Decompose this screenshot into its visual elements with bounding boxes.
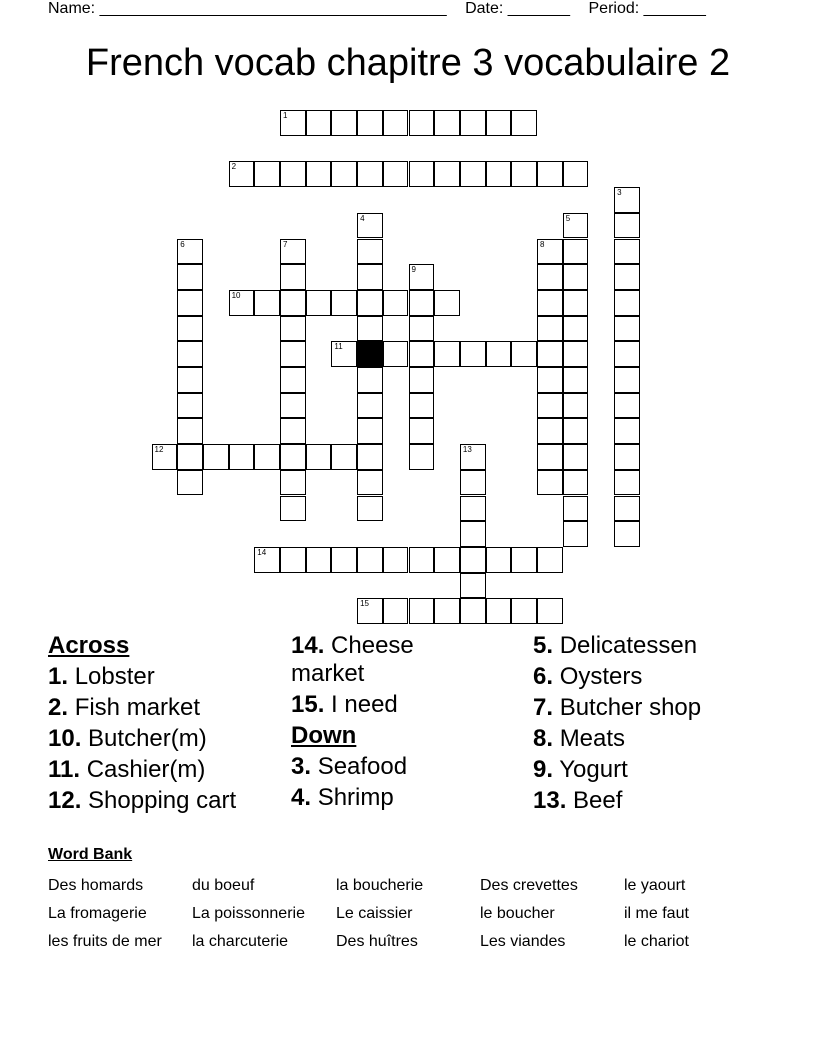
crossword-cell[interactable] xyxy=(357,393,383,419)
clues-column-3 xyxy=(533,630,701,816)
word-bank-item: La fromagerie xyxy=(48,905,147,922)
down-clue: 8. Meats xyxy=(533,725,626,752)
crossword-cell[interactable] xyxy=(537,341,563,367)
crossword-cell[interactable] xyxy=(331,290,357,316)
crossword-cell[interactable] xyxy=(511,341,537,367)
crossword-cell[interactable] xyxy=(280,470,306,496)
crossword-cell[interactable] xyxy=(563,341,589,367)
crossword-cell[interactable] xyxy=(280,290,306,316)
crossword-cell[interactable] xyxy=(511,110,537,136)
crossword-cell[interactable] xyxy=(460,470,486,496)
across-heading: Across xyxy=(48,632,130,659)
down-clue: 9. Yogurt xyxy=(533,756,628,783)
crossword-cell[interactable] xyxy=(434,341,460,367)
crossword-cell[interactable] xyxy=(409,316,435,342)
crossword-cell[interactable] xyxy=(563,290,589,316)
crossword-cell[interactable] xyxy=(357,496,383,522)
crossword-cell[interactable] xyxy=(177,316,203,342)
across-clue: 2. Fish market xyxy=(48,694,201,721)
clue-number: 1 xyxy=(283,111,288,120)
crossword-cell[interactable] xyxy=(563,264,589,290)
crossword-cell[interactable] xyxy=(563,418,589,444)
clues-column-1 xyxy=(48,630,236,816)
crossword-cell[interactable] xyxy=(511,161,537,187)
crossword-cell[interactable] xyxy=(409,547,435,573)
word-bank-item: Des huîtres xyxy=(336,933,418,950)
period-field-label[interactable]: Period: _______ xyxy=(588,0,706,17)
crossword-cell[interactable] xyxy=(537,239,563,265)
down-heading: Down xyxy=(291,722,357,749)
crossword-cell[interactable] xyxy=(460,573,486,599)
down-clue: 6. Oysters xyxy=(533,663,643,690)
crossword-cell[interactable] xyxy=(563,213,589,239)
clue-number: 15 xyxy=(360,599,369,609)
crossword-cell[interactable] xyxy=(280,161,306,187)
crossword-cell[interactable] xyxy=(203,444,229,470)
crossword-cell[interactable] xyxy=(357,367,383,393)
name-field-label[interactable]: Name: _______________________________________ xyxy=(48,0,447,17)
crossword-cell[interactable] xyxy=(306,444,332,470)
word-bank-item: du boeuf xyxy=(192,877,255,894)
across-clue: 14. Cheese market xyxy=(291,632,414,687)
date-field-label[interactable]: Date: _______ xyxy=(465,0,571,17)
clue-number: 13 xyxy=(462,445,472,455)
crossword-cell[interactable] xyxy=(331,341,357,367)
crossword-cell[interactable] xyxy=(614,393,640,419)
crossword-cell[interactable] xyxy=(409,598,435,624)
crossword-cell[interactable] xyxy=(614,496,640,522)
word-bank-item: La poissonnerie xyxy=(192,905,305,922)
crossword-cell[interactable] xyxy=(357,110,383,136)
crossword-cell[interactable] xyxy=(614,316,640,342)
crossword-cell[interactable] xyxy=(537,290,563,316)
crossword-cell[interactable] xyxy=(537,418,563,444)
crossword-cell[interactable] xyxy=(331,444,357,470)
crossword-cell[interactable] xyxy=(383,598,409,624)
crossword-cell[interactable] xyxy=(177,341,203,367)
word-bank-item: le boucher xyxy=(480,905,555,922)
crossword-cell[interactable] xyxy=(280,341,306,367)
crossword-cell[interactable] xyxy=(614,444,640,470)
clues-column-2 xyxy=(291,632,491,812)
crossword-cell[interactable] xyxy=(331,547,357,573)
down-clue: 4. Shrimp xyxy=(291,784,394,811)
word-bank-row xyxy=(48,928,768,956)
crossword-cell[interactable] xyxy=(537,264,563,290)
crossword-cell[interactable] xyxy=(614,470,640,496)
down-clue: 3. Seafood xyxy=(291,753,408,780)
clue-number: 5 xyxy=(565,213,571,223)
clue-number: 11 xyxy=(334,342,343,352)
crossword-cell[interactable] xyxy=(614,264,640,290)
word-bank-item: Les viandes xyxy=(480,933,566,950)
word-bank-item: Des homards xyxy=(48,877,144,894)
crossword-cell[interactable] xyxy=(357,470,383,496)
crossword-cell[interactable] xyxy=(357,547,383,573)
crossword-cell[interactable] xyxy=(280,264,306,290)
crossword-cell[interactable] xyxy=(486,598,512,624)
crossword-cell[interactable] xyxy=(280,316,306,342)
crossword-cell[interactable] xyxy=(563,316,589,342)
crossword-cell[interactable] xyxy=(563,521,589,547)
crossword-cell[interactable] xyxy=(537,470,563,496)
clue-number: 4 xyxy=(360,213,365,223)
crossword-cell[interactable] xyxy=(383,110,409,136)
word-bank-item: il me faut xyxy=(624,905,689,922)
across-clue: 12. Shopping cart xyxy=(48,787,237,814)
word-bank-row xyxy=(48,900,768,928)
crossword-cell[interactable] xyxy=(409,264,435,290)
crossword-cell[interactable] xyxy=(434,598,460,624)
crossword-cell[interactable] xyxy=(537,598,563,624)
crossword-cell[interactable] xyxy=(177,239,203,265)
crossword-cell[interactable] xyxy=(460,110,486,136)
crossword-cell[interactable] xyxy=(563,444,589,470)
word-bank-item: la charcuterie xyxy=(192,933,289,950)
word-bank-item: le yaourt xyxy=(624,877,686,894)
crossword-cell[interactable] xyxy=(357,290,383,316)
crossword-cell[interactable] xyxy=(409,161,435,187)
crossword-cell[interactable] xyxy=(563,496,589,522)
crossword-cell[interactable] xyxy=(306,110,332,136)
crossword-cell[interactable] xyxy=(563,367,589,393)
word-bank-item: Le caissier xyxy=(336,905,413,922)
clue-number: 2 xyxy=(231,162,237,172)
crossword-cell[interactable] xyxy=(614,418,640,444)
crossword-cell[interactable] xyxy=(383,341,409,367)
crossword-cell[interactable] xyxy=(357,418,383,444)
crossword-cell[interactable] xyxy=(460,496,486,522)
crossword-cell[interactable] xyxy=(383,290,409,316)
crossword-cell[interactable] xyxy=(537,161,563,187)
crossword-cell[interactable] xyxy=(383,161,409,187)
crossword-cell[interactable] xyxy=(357,264,383,290)
crossword-cell[interactable] xyxy=(409,110,435,136)
word-bank-row xyxy=(48,872,768,900)
crossword-cell[interactable] xyxy=(486,161,512,187)
crossword-cell[interactable] xyxy=(280,444,306,470)
clue-number: 6 xyxy=(180,239,185,249)
crossword-cell[interactable] xyxy=(460,521,486,547)
across-clue: 10. Butcher(m) xyxy=(48,725,207,752)
crossword-cell[interactable] xyxy=(229,161,255,187)
clue-number: 3 xyxy=(617,188,622,198)
clue-number: 12 xyxy=(154,445,164,455)
clue-number: 9 xyxy=(411,265,416,275)
down-clue: 5. Delicatessen xyxy=(533,632,698,659)
crossword-cell[interactable] xyxy=(614,341,640,367)
black-square xyxy=(357,341,383,367)
crossword-cell[interactable] xyxy=(254,547,280,573)
crossword-cell[interactable] xyxy=(357,161,383,187)
crossword-cell[interactable] xyxy=(177,418,203,444)
clue-number: 14 xyxy=(257,547,267,557)
crossword-cell[interactable] xyxy=(537,316,563,342)
crossword-cell[interactable] xyxy=(280,367,306,393)
crossword-cell[interactable] xyxy=(357,239,383,265)
crossword-cell[interactable] xyxy=(357,316,383,342)
word-bank-item: la boucherie xyxy=(336,877,424,894)
crossword-cell[interactable] xyxy=(306,290,332,316)
crossword-cell[interactable] xyxy=(177,470,203,496)
crossword-cell[interactable] xyxy=(280,496,306,522)
crossword-cell[interactable] xyxy=(434,161,460,187)
crossword-cell[interactable] xyxy=(434,110,460,136)
crossword-cell[interactable] xyxy=(280,110,306,136)
crossword-cell[interactable] xyxy=(280,393,306,419)
crossword-cell[interactable] xyxy=(460,161,486,187)
crossword-cell[interactable] xyxy=(152,444,178,470)
crossword-cell[interactable] xyxy=(614,521,640,547)
crossword-cell[interactable] xyxy=(177,393,203,419)
down-clue: 13. Beef xyxy=(533,787,623,814)
crossword-cell[interactable] xyxy=(383,547,409,573)
crossword-cell[interactable] xyxy=(409,290,435,316)
crossword-cell[interactable] xyxy=(177,290,203,316)
crossword-cell[interactable] xyxy=(409,418,435,444)
crossword-cell[interactable] xyxy=(537,393,563,419)
across-clue: 15. I need xyxy=(291,691,398,718)
crossword-cell[interactable] xyxy=(306,161,332,187)
crossword-cell[interactable] xyxy=(614,187,640,213)
crossword-cell[interactable] xyxy=(280,239,306,265)
crossword-cell[interactable] xyxy=(537,444,563,470)
crossword-cell[interactable] xyxy=(460,547,486,573)
word-bank-item: les fruits de mer xyxy=(48,933,162,950)
crossword-cell[interactable] xyxy=(614,213,640,239)
clue-number: 7 xyxy=(283,239,288,249)
crossword-cell[interactable] xyxy=(563,393,589,419)
word-bank-item: Des crevettes xyxy=(480,877,578,894)
crossword-cell[interactable] xyxy=(511,547,537,573)
crossword-cell[interactable] xyxy=(511,598,537,624)
word-bank xyxy=(48,872,768,956)
clue-number: 10 xyxy=(231,290,241,300)
crossword-cell[interactable] xyxy=(537,367,563,393)
crossword-cell[interactable] xyxy=(486,110,512,136)
crossword-cell[interactable] xyxy=(229,444,255,470)
crossword-cell[interactable] xyxy=(563,470,589,496)
crossword-cell[interactable] xyxy=(614,367,640,393)
crossword-cell[interactable] xyxy=(229,290,255,316)
crossword-cell[interactable] xyxy=(306,547,332,573)
crossword-cell[interactable] xyxy=(280,547,306,573)
crossword-cell[interactable] xyxy=(331,161,357,187)
crossword-cell[interactable] xyxy=(177,444,203,470)
word-bank-item: le chariot xyxy=(624,933,689,950)
clue-number: 8 xyxy=(540,239,545,249)
crossword-cell[interactable] xyxy=(177,264,203,290)
page-title: French vocab chapitre 3 vocabulaire 2 xyxy=(85,42,731,84)
crossword-cell[interactable] xyxy=(614,290,640,316)
crossword-cell[interactable] xyxy=(357,598,383,624)
crossword-cell[interactable] xyxy=(537,547,563,573)
across-clue: 1. Lobster xyxy=(48,663,155,690)
crossword-cell[interactable] xyxy=(409,341,435,367)
crossword-cell[interactable] xyxy=(331,110,357,136)
crossword-cell[interactable] xyxy=(460,444,486,470)
across-clue: 11. Cashier(m) xyxy=(48,756,206,783)
crossword-cell[interactable] xyxy=(409,367,435,393)
crossword-cell[interactable] xyxy=(486,547,512,573)
crossword-cell[interactable] xyxy=(434,547,460,573)
crossword-cell[interactable] xyxy=(409,444,435,470)
crossword-cell[interactable] xyxy=(254,444,280,470)
crossword-cell[interactable] xyxy=(177,367,203,393)
crossword-cell[interactable] xyxy=(254,161,280,187)
crossword-cell[interactable] xyxy=(280,418,306,444)
crossword-cell[interactable] xyxy=(409,393,435,419)
crossword-cell[interactable] xyxy=(357,444,383,470)
crossword-cell[interactable] xyxy=(614,239,640,265)
down-clue: 7. Butcher shop xyxy=(533,694,702,721)
crossword-cell[interactable] xyxy=(460,598,486,624)
word-bank-title: Word Bank xyxy=(48,846,133,863)
crossword-cell[interactable] xyxy=(563,161,589,187)
crossword-cell[interactable] xyxy=(460,341,486,367)
crossword-cell[interactable] xyxy=(563,239,589,265)
crossword-cell[interactable] xyxy=(357,213,383,239)
crossword-cell[interactable] xyxy=(254,290,280,316)
crossword-cell[interactable] xyxy=(434,290,460,316)
crossword-cell[interactable] xyxy=(486,341,512,367)
